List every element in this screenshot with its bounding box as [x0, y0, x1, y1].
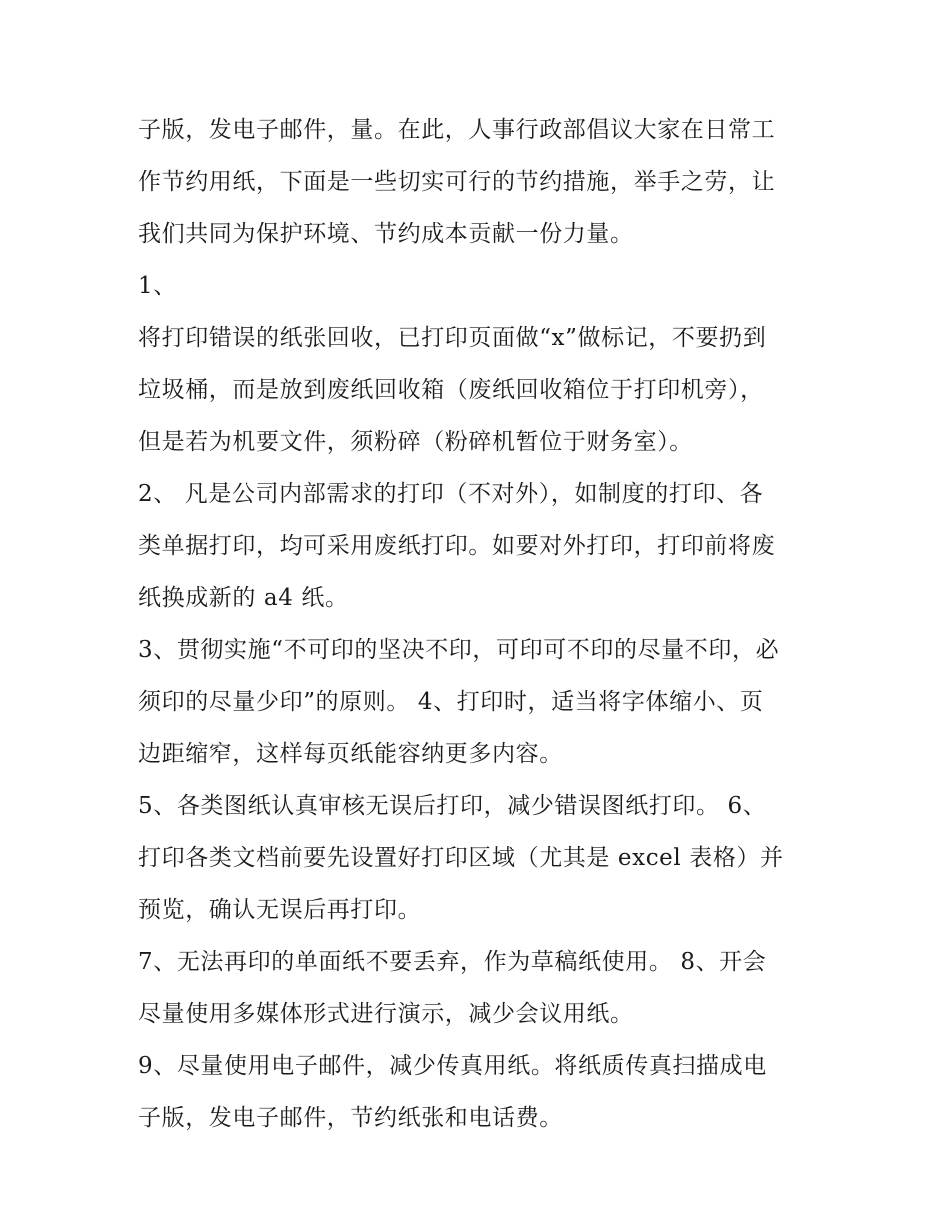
text-line: 作节约用纸，下面是一些切实可行的节约措施，举手之劳，让	[138, 169, 776, 195]
text-line: 垃圾桶，而是放到废纸回收箱（废纸回收箱位于打印机旁），	[138, 377, 764, 403]
list-item-7: 7、无法再印的单面纸不要丢弃，作为草稿纸使用。 8、开会	[138, 949, 767, 975]
list-number-1: 1、	[138, 273, 177, 299]
text-line: 纸换成新的 a4 纸。	[138, 585, 349, 611]
text-line: 子版，发电子邮件，量。在此，人事行政部倡议大家在日常工	[138, 117, 776, 143]
text-line: 类单据打印，均可采用废纸打印。如要对外打印，打印前将废	[138, 533, 776, 559]
text-line: 预览，确认无误后再打印。	[138, 897, 422, 923]
text-line: 我们共同为保护环境、节约成本贡献一份力量。	[138, 221, 634, 247]
text-line: 尽量使用多媒体形式进行演示，减少会议用纸。	[138, 1001, 634, 1027]
document-page	[138, 104, 814, 1144]
text-line: 将打印错误的纸张回收，已打印页面做“x”做标记，不要扔到	[138, 325, 767, 351]
text-line: 须印的尽量少印”的原则。 4、打印时，适当将字体缩小、页	[138, 689, 764, 715]
text-line: 子版，发电子邮件，节约纸张和电话费。	[138, 1105, 563, 1131]
list-item-3: 3、贯彻实施“不可印的坚决不印，可印可不印的尽量不印，必	[138, 637, 780, 663]
list-item-2: 2、 凡是公司内部需求的打印（不对外），如制度的打印、各	[138, 481, 764, 507]
list-item-5: 5、各类图纸认真审核无误后打印，减少错误图纸打印。 6、	[138, 793, 767, 819]
text-line: 边距缩窄，这样每页纸能容纳更多内容。	[138, 741, 563, 767]
text-line: 但是若为机要文件，须粉碎（粉碎机暂位于财务室）。	[138, 429, 693, 455]
list-item-9: 9、尽量使用电子邮件，减少传真用纸。将纸质传真扫描成电	[138, 1053, 767, 1079]
text-line: 打印各类文档前要先设置好打印区域（尤其是 excel 表格）并	[138, 845, 784, 871]
